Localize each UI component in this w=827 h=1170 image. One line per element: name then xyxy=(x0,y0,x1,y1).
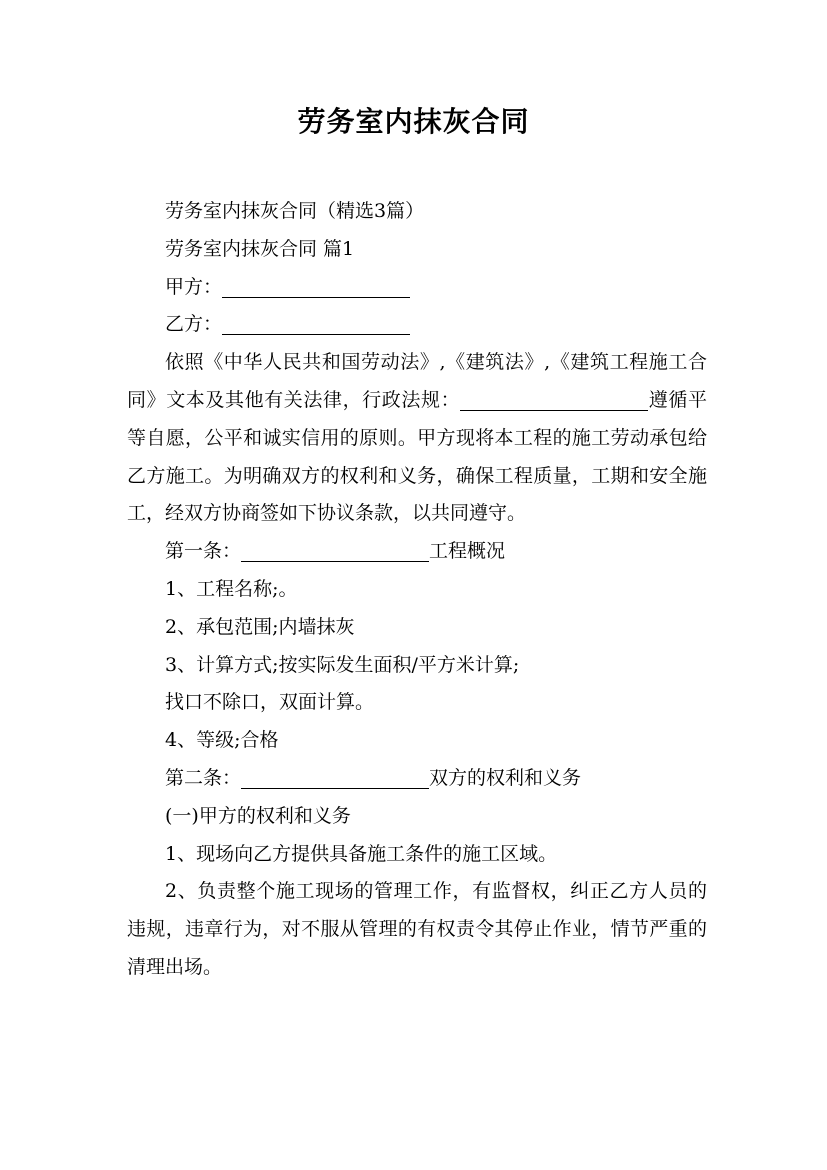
paragraph-text: 2、负责整个施工现场的管理工作，有监督权，纠正乙方人员的违规，违章行为，对不服从管理的有权责令其停止作业，情节严重的清理出场。 xyxy=(127,880,707,978)
paragraph-subheading xyxy=(127,798,707,836)
paragraph-item xyxy=(127,609,707,647)
party-b-label: 乙方： xyxy=(165,313,223,336)
article-2-blank-line xyxy=(241,764,429,789)
paragraph-text: 劳务室内抹灰合同（精选3篇） xyxy=(165,200,425,222)
paragraph-article-2 xyxy=(127,760,707,798)
preamble-text-before: 依照《中华人民共和国劳动法》,《建筑法》,《建筑工程施工合同》文本及其他有关法律，行政法规： xyxy=(127,351,707,411)
paragraph-article-1 xyxy=(127,533,707,571)
paragraph-text: 2、承包范围;内墙抹灰 xyxy=(165,615,355,638)
document-body xyxy=(127,193,707,987)
paragraph-item xyxy=(127,571,707,609)
paragraph-item xyxy=(127,647,707,685)
party-b-blank-line xyxy=(222,310,410,335)
paragraph-item xyxy=(127,684,707,722)
paragraph-party-a xyxy=(127,269,707,307)
party-a-label: 甲方： xyxy=(165,275,223,298)
paragraph-item xyxy=(127,722,707,760)
paragraph-preamble xyxy=(127,344,707,533)
party-a-blank-line xyxy=(222,273,410,298)
preamble-blank-line xyxy=(460,386,648,411)
article-1-blank-line xyxy=(241,537,429,562)
article-2-heading: 双方的权利和义务 xyxy=(429,766,582,789)
preamble-text-after: 遵循平等自愿，公平和诚实信用的原则。甲方现将本工程的施工劳动承包给乙方施工。为明确双方的权利和义务，确保工程质量，工期和安全施工，经双方协商签如下协议条款，以共同遵守。 xyxy=(127,388,707,525)
paragraph-party-b xyxy=(127,306,707,344)
article-2-label: 第二条： xyxy=(165,766,242,789)
paragraph-item xyxy=(127,873,707,986)
paragraph-section-heading xyxy=(127,231,707,269)
paragraph-item xyxy=(127,836,707,874)
document-title: 劳务室内抹灰合同 xyxy=(297,105,530,138)
paragraph-text: 1、现场向乙方提供具备施工条件的施工区域。 xyxy=(165,842,558,865)
paragraph-text: 劳务室内抹灰合同 篇1 xyxy=(165,237,355,260)
paragraph-subtitle xyxy=(127,193,707,231)
paragraph-text: 4、等级;合格 xyxy=(165,729,279,752)
paragraph-text: 1、工程名称;。 xyxy=(165,577,298,600)
paragraph-text: 3、计算方式;按实际发生面积/平方米计算; xyxy=(165,653,520,676)
paragraph-text: (一)甲方的权利和义务 xyxy=(165,804,351,827)
paragraph-text: 找口不除口，双面计算。 xyxy=(165,691,375,714)
article-1-heading: 工程概况 xyxy=(429,540,506,563)
article-1-label: 第一条： xyxy=(165,540,242,563)
